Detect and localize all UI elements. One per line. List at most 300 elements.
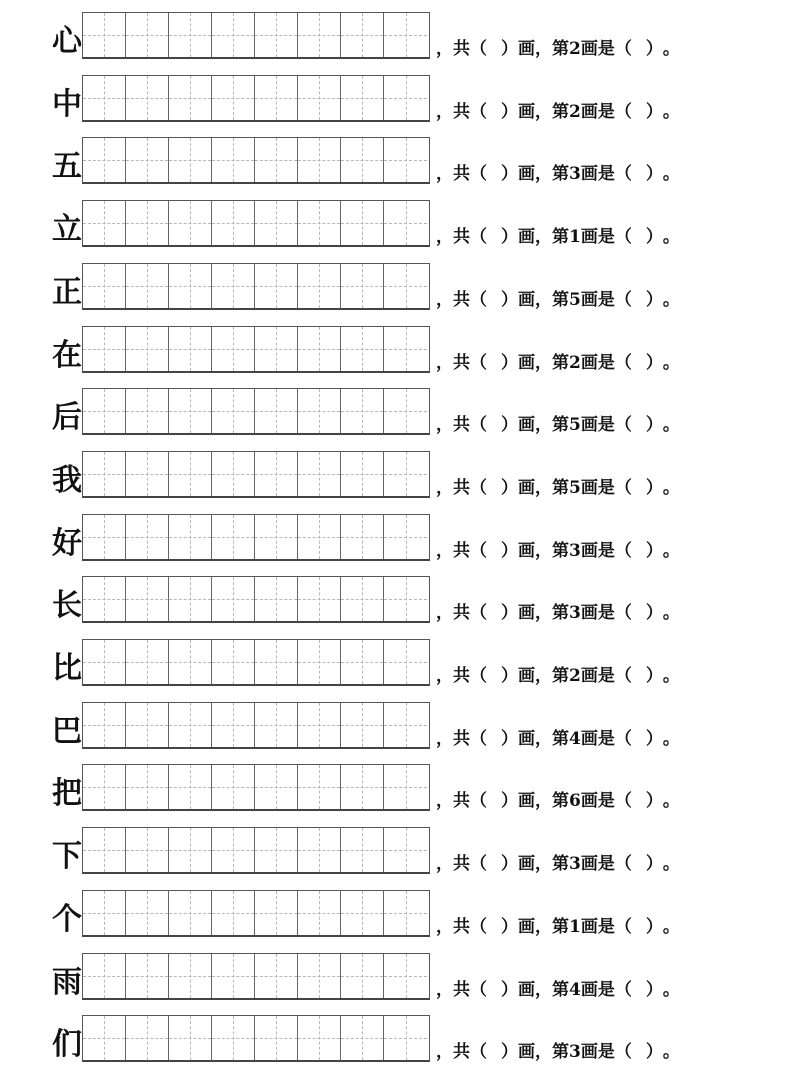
target-character: 巴 [52,713,82,749]
tianzige-cell[interactable] [298,138,341,182]
tianzige-cell[interactable] [341,138,384,182]
open-paren: （ [614,477,632,498]
tianzige-cell[interactable] [126,264,169,308]
tianzige-cell[interactable] [83,828,126,872]
ordinal-label: 第 [552,415,569,436]
total-label: 共 [453,854,470,875]
tianzige-cell[interactable] [298,201,341,245]
stroke-question [436,849,680,879]
tianzige-cell[interactable] [298,640,341,684]
period-text: 。 [662,352,680,373]
tianzige-cell[interactable] [126,389,169,433]
worksheet-row [0,259,800,321]
stroke-number: 1 [569,227,581,248]
tianzige-cell[interactable] [126,138,169,182]
comma-text: ， [436,164,453,185]
ordinal-label: 第 [552,289,569,310]
tianzige-cell[interactable] [169,76,212,120]
stroke-question [436,222,680,252]
ordinal-label: 第 [552,352,569,373]
target-character: 在 [52,337,82,373]
writing-grid [82,764,430,811]
writing-grid [82,827,430,874]
writing-grid [82,137,430,184]
stroke-number: 5 [569,477,581,498]
tianzige-cell[interactable] [255,452,298,496]
worksheet-row [0,949,800,1011]
open-paren: （ [614,666,632,686]
tianzige-cell[interactable] [341,13,384,57]
tianzige-cell[interactable] [255,577,298,621]
open-paren: （ [470,854,487,875]
tianzige-cell[interactable] [126,891,169,935]
tianzige-cell[interactable] [298,577,341,621]
tianzige-cell[interactable] [255,327,298,371]
period-text: 。 [662,101,680,122]
close-paren: ） [501,227,518,248]
total-label: 共 [453,603,470,624]
ordinal-label: 第 [552,854,569,875]
tianzige-cell[interactable] [341,703,384,747]
total-label: 共 [453,289,470,310]
tianzige-cell[interactable] [341,389,384,433]
stroke-question [436,410,680,440]
stroke-is-label: 画是 [580,39,615,59]
tianzige-cell[interactable] [169,1016,212,1060]
writing-grid [82,388,430,435]
close-paren: ） [645,289,663,310]
tianzige-cell[interactable] [384,515,427,559]
tianzige-cell[interactable] [83,765,126,809]
tianzige-cell[interactable] [169,891,212,935]
target-character: 后 [52,400,82,436]
tianzige-cell[interactable] [83,389,126,433]
tianzige-cell[interactable] [384,765,427,809]
ordinal-label: 第 [552,477,569,498]
tianzige-cell[interactable] [341,515,384,559]
close-paren: ） [645,728,663,749]
tianzige-cell[interactable] [169,389,212,433]
tianzige-cell[interactable] [298,327,341,371]
tianzige-cell[interactable] [384,1016,427,1060]
tianzige-cell[interactable] [384,201,427,245]
tianzige-cell[interactable] [169,577,212,621]
tianzige-cell[interactable] [169,201,212,245]
comma-text: ， [436,791,453,812]
ordinal-label: 第 [552,164,569,185]
tianzige-cell[interactable] [212,389,255,433]
stroke-is-label: 画是 [580,666,615,686]
open-paren: （ [470,979,487,1000]
open-paren: （ [614,164,632,185]
stroke-question [436,975,680,1005]
tianzige-cell[interactable] [298,828,341,872]
tianzige-cell[interactable] [83,201,126,245]
tianzige-cell[interactable] [298,13,341,57]
close-paren: ） [501,666,518,686]
open-paren: （ [470,164,487,185]
open-paren: （ [470,39,487,59]
ordinal-label: 第 [552,1042,569,1063]
tianzige-cell[interactable] [212,138,255,182]
ordinal-label: 第 [552,979,569,1000]
tianzige-cell[interactable] [83,138,126,182]
period-text: 。 [662,854,680,875]
close-paren: ） [645,854,663,875]
tianzige-cell[interactable] [83,76,126,120]
target-character: 好 [52,525,82,561]
comma-text: ， [436,415,453,436]
comma-text: ， [436,854,453,875]
target-character: 心 [52,24,82,59]
close-paren: ） [501,352,518,373]
period-text: 。 [662,666,680,686]
comma-text: ， [436,352,453,373]
total-label: 共 [453,227,470,248]
tianzige-cell[interactable] [126,640,169,684]
writing-grid [82,890,430,937]
tianzige-cell[interactable] [169,138,212,182]
close-paren: ） [501,916,518,937]
tianzige-cell[interactable] [255,201,298,245]
tianzige-cell[interactable] [384,577,427,621]
tianzige-cell[interactable] [169,515,212,559]
stroke-is-label: 画是 [580,227,615,248]
tianzige-cell[interactable] [341,201,384,245]
target-character: 比 [52,651,82,686]
open-paren: （ [614,227,632,248]
tianzige-cell[interactable] [298,515,341,559]
tianzige-cell[interactable] [212,891,255,935]
stroke-number: 3 [569,1042,581,1063]
period-text: 。 [662,979,680,1000]
tianzige-cell[interactable] [255,76,298,120]
comma-text: ， [436,916,453,937]
tianzige-cell[interactable] [212,327,255,371]
tianzige-cell[interactable] [169,13,212,57]
tianzige-cell[interactable] [169,703,212,747]
close-paren: ） [501,540,518,561]
tianzige-cell[interactable] [212,765,255,809]
stroke-is-label: 画是 [580,603,615,624]
close-paren: ） [645,164,663,185]
stroke-is-label: 画是 [580,791,615,812]
stroke-is-label: 画是 [580,854,615,875]
close-paren: ） [645,415,663,436]
tianzige-cell[interactable] [255,954,298,998]
open-paren: （ [470,728,487,749]
tianzige-cell[interactable] [298,452,341,496]
close-paren: ） [645,916,663,937]
stroke-label: 画， [518,39,552,59]
stroke-question [436,285,680,315]
tianzige-cell[interactable] [212,828,255,872]
total-label: 共 [453,1042,470,1063]
close-paren: ） [645,1042,663,1063]
tianzige-cell[interactable] [126,1016,169,1060]
tianzige-cell[interactable] [384,640,427,684]
ordinal-label: 第 [552,540,569,561]
period-text: 。 [662,603,680,624]
close-paren: ） [501,979,518,1000]
tianzige-cell[interactable] [126,765,169,809]
close-paren: ） [501,39,518,59]
tianzige-cell[interactable] [341,1016,384,1060]
tianzige-cell[interactable] [126,515,169,559]
tianzige-cell[interactable] [255,765,298,809]
tianzige-cell[interactable] [126,327,169,371]
tianzige-cell[interactable] [384,138,427,182]
stroke-number: 4 [569,728,581,749]
worksheet-row [0,572,800,634]
comma-text: ， [436,477,453,498]
stroke-label: 画， [518,603,552,624]
tianzige-cell[interactable] [126,954,169,998]
tianzige-cell[interactable] [126,703,169,747]
tianzige-cell[interactable] [212,703,255,747]
tianzige-cell[interactable] [384,703,427,747]
tianzige-cell[interactable] [212,452,255,496]
tianzige-cell[interactable] [212,640,255,684]
open-paren: （ [470,101,487,122]
stroke-is-label: 画是 [580,728,615,749]
worksheet-row [0,447,800,509]
stroke-is-label: 画是 [580,415,615,436]
writing-grid [82,639,430,686]
stroke-number: 5 [569,415,581,436]
target-character: 中 [52,86,82,122]
close-paren: ） [645,791,663,812]
tianzige-cell[interactable] [384,13,427,57]
stroke-question [436,34,680,64]
stroke-is-label: 画是 [580,979,615,1000]
worksheet-row [0,635,800,697]
stroke-number: 2 [569,352,581,373]
period-text: 。 [662,916,680,937]
tianzige-cell[interactable] [298,389,341,433]
tianzige-cell[interactable] [212,13,255,57]
stroke-question [436,786,680,816]
tianzige-cell[interactable] [341,452,384,496]
tianzige-cell[interactable] [83,327,126,371]
tianzige-cell[interactable] [298,954,341,998]
tianzige-cell[interactable] [212,201,255,245]
period-text: 。 [662,415,680,436]
tianzige-cell[interactable] [298,765,341,809]
tianzige-cell[interactable] [384,264,427,308]
tianzige-cell[interactable] [83,954,126,998]
tianzige-cell[interactable] [384,327,427,371]
tianzige-cell[interactable] [126,577,169,621]
tianzige-cell[interactable] [169,327,212,371]
ordinal-label: 第 [552,101,569,122]
open-paren: （ [470,477,487,498]
tianzige-cell[interactable] [341,264,384,308]
tianzige-cell[interactable] [212,954,255,998]
tianzige-cell[interactable] [341,828,384,872]
tianzige-cell[interactable] [298,1016,341,1060]
tianzige-cell[interactable] [83,13,126,57]
open-paren: （ [614,415,632,436]
tianzige-cell[interactable] [126,828,169,872]
tianzige-cell[interactable] [384,452,427,496]
open-paren: （ [614,916,632,937]
stroke-label: 画， [518,477,552,498]
tianzige-cell[interactable] [298,891,341,935]
target-character: 们 [52,1027,82,1063]
worksheet-row [0,133,800,195]
open-paren: （ [470,791,487,812]
period-text: 。 [662,728,680,749]
open-paren: （ [470,603,487,624]
comma-text: ， [436,39,453,59]
tianzige-cell[interactable] [255,264,298,308]
tianzige-cell[interactable] [255,138,298,182]
stroke-label: 画， [518,540,552,561]
tianzige-cell[interactable] [212,577,255,621]
tianzige-cell[interactable] [255,640,298,684]
close-paren: ） [501,101,518,122]
writing-grid [82,326,430,373]
stroke-is-label: 画是 [580,1042,615,1063]
total-label: 共 [453,540,470,561]
tianzige-cell[interactable] [255,13,298,57]
tianzige-cell[interactable] [169,264,212,308]
tianzige-cell[interactable] [384,891,427,935]
tianzige-cell[interactable] [384,76,427,120]
tianzige-cell[interactable] [126,13,169,57]
ordinal-label: 第 [552,666,569,686]
tianzige-cell[interactable] [255,515,298,559]
stroke-number: 2 [569,39,581,59]
tianzige-cell[interactable] [169,640,212,684]
tianzige-cell[interactable] [341,891,384,935]
stroke-label: 画， [518,728,552,749]
tianzige-cell[interactable] [126,201,169,245]
tianzige-cell[interactable] [169,765,212,809]
tianzige-cell[interactable] [255,389,298,433]
stroke-label: 画， [518,1042,552,1063]
tianzige-cell[interactable] [83,264,126,308]
tianzige-cell[interactable] [341,954,384,998]
tianzige-cell[interactable] [212,76,255,120]
total-label: 共 [453,666,470,686]
tianzige-cell[interactable] [83,891,126,935]
open-paren: （ [614,728,632,749]
close-paren: ） [501,289,518,310]
tianzige-cell[interactable] [83,1016,126,1060]
worksheet-row [0,322,800,384]
tianzige-cell[interactable] [126,452,169,496]
stroke-label: 画， [518,289,552,310]
ordinal-label: 第 [552,227,569,248]
close-paren: ） [645,39,663,59]
tianzige-cell[interactable] [384,389,427,433]
close-paren: ） [501,791,518,812]
ordinal-label: 第 [552,916,569,937]
tianzige-cell[interactable] [255,703,298,747]
target-character: 我 [52,462,82,498]
tianzige-cell[interactable] [298,76,341,120]
open-paren: （ [470,916,487,937]
comma-text: ， [436,227,453,248]
stroke-is-label: 画是 [580,916,615,937]
tianzige-cell[interactable] [212,1016,255,1060]
writing-grid [82,12,430,59]
comma-text: ， [436,1042,453,1063]
tianzige-cell[interactable] [341,327,384,371]
tianzige-cell[interactable] [83,452,126,496]
tianzige-cell[interactable] [169,452,212,496]
total-label: 共 [453,477,470,498]
tianzige-cell[interactable] [212,515,255,559]
tianzige-cell[interactable] [341,577,384,621]
stroke-number: 1 [569,916,581,937]
tianzige-cell[interactable] [83,577,126,621]
stroke-label: 画， [518,666,552,686]
stroke-question [436,661,680,691]
tianzige-cell[interactable] [255,828,298,872]
target-character: 长 [52,588,82,624]
tianzige-cell[interactable] [83,703,126,747]
open-paren: （ [614,979,632,1000]
worksheet-row [0,886,800,948]
tianzige-cell[interactable] [169,828,212,872]
tianzige-cell[interactable] [255,891,298,935]
stroke-number: 3 [569,603,581,624]
tianzige-cell[interactable] [384,828,427,872]
tianzige-cell[interactable] [212,264,255,308]
tianzige-cell[interactable] [341,765,384,809]
tianzige-cell[interactable] [341,640,384,684]
worksheet-row [0,384,800,446]
tianzige-cell[interactable] [384,954,427,998]
worksheet-row [0,510,800,572]
writing-grid [82,514,430,561]
tianzige-cell[interactable] [83,640,126,684]
tianzige-cell[interactable] [126,76,169,120]
tianzige-cell[interactable] [298,703,341,747]
close-paren: ） [645,352,663,373]
tianzige-cell[interactable] [83,515,126,559]
stroke-label: 画， [518,854,552,875]
stroke-label: 画， [518,164,552,185]
period-text: 。 [662,164,680,185]
tianzige-cell[interactable] [169,954,212,998]
period-text: 。 [662,540,680,561]
total-label: 共 [453,352,470,373]
tianzige-cell[interactable] [341,76,384,120]
comma-text: ， [436,540,453,561]
open-paren: （ [470,227,487,248]
open-paren: （ [614,101,632,122]
tianzige-cell[interactable] [255,1016,298,1060]
close-paren: ） [501,1042,518,1063]
comma-text: ， [436,101,453,122]
writing-grid [82,75,430,122]
close-paren: ） [645,477,663,498]
stroke-is-label: 画是 [580,540,615,561]
writing-grid [82,953,430,1000]
stroke-number: 2 [569,101,581,122]
close-paren: ） [645,540,663,561]
close-paren: ） [501,164,518,185]
stroke-number: 6 [569,791,581,812]
tianzige-cell[interactable] [298,264,341,308]
stroke-question [436,724,680,754]
stroke-number: 3 [569,854,581,875]
worksheet-row [0,823,800,885]
